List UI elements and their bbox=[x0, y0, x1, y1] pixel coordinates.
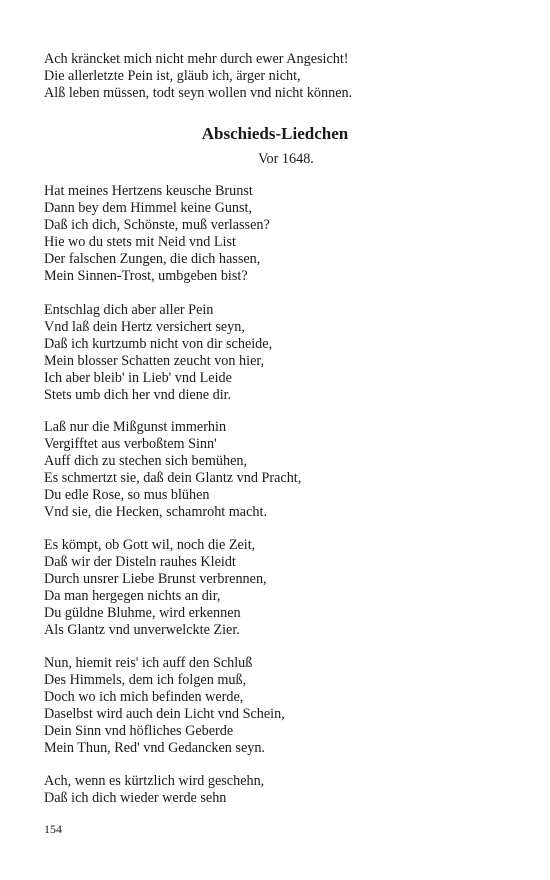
verse-line: Ach kräncket mich nicht mehr durch ewer Angesicht! bbox=[44, 51, 349, 67]
verse-line: Alß leben müssen, todt seyn wollen vnd nicht können. bbox=[44, 84, 353, 101]
verse-line: Vnd laß dein Hertz versichert seyn, bbox=[44, 318, 245, 335]
verse-line: Vergifftet aus verboßtem Sinn' bbox=[44, 435, 217, 452]
stanza-6 bbox=[44, 773, 514, 807]
verse-line: Laß nur die Mißgunst immerhin bbox=[44, 419, 227, 435]
verse-line: Als Glantz vnd unverwelckte Zier. bbox=[44, 621, 240, 638]
verse-line: Dann bey dem Himmel keine Gunst, bbox=[44, 199, 253, 216]
verse-line: Stets umb dich her vnd diene dir. bbox=[44, 386, 232, 403]
stanza-3 bbox=[44, 419, 514, 520]
stanza-4 bbox=[44, 537, 514, 638]
verse-line: Hie wo du stets mit Neid vnd List bbox=[44, 233, 236, 250]
verse-line: Daß ich kurtzumb nicht von dir scheide, bbox=[44, 335, 273, 352]
verse-line: Es schmertzt sie, daß dein Glantz vnd Pracht, bbox=[44, 469, 302, 486]
verse-line: Mein Sinnen-Trost, umbgeben bist? bbox=[44, 267, 248, 284]
page-number: 154 bbox=[44, 822, 62, 836]
poem-title: Abschieds-Liedchen bbox=[201, 124, 349, 143]
verse-line: Da man hergegen nichts an dir, bbox=[44, 587, 221, 604]
verse-line: Mein Thun, Red' vnd Gedancken seyn. bbox=[44, 739, 265, 756]
verse-line: Du edle Rose, so mus blühen bbox=[44, 486, 210, 503]
verse-line: Mein blosser Schatten zeucht von hier, bbox=[44, 352, 265, 369]
poem-date: Vor 1648. bbox=[258, 151, 314, 167]
verse-line: Der falschen Zungen, die dich hassen, bbox=[44, 250, 261, 267]
stanza-5 bbox=[44, 655, 514, 756]
verse-line: Ich aber bleib' in Lieb' vnd Leide bbox=[44, 369, 232, 386]
verse-line: Auff dich zu stechen sich bemühen, bbox=[44, 452, 248, 469]
verse-line: Nun, hiemit reis' ich auff den Schluß bbox=[44, 655, 253, 671]
verse-line: Dein Sinn vnd höfliches Geberde bbox=[44, 722, 234, 739]
stanza-1 bbox=[44, 183, 514, 284]
verse-line: Daß ich dich wieder werde sehn bbox=[44, 789, 227, 806]
verse-line: Daselbst wird auch dein Licht vnd Schein, bbox=[44, 705, 285, 722]
verse-line: Ach, wenn es kürtzlich wird geschehn, bbox=[44, 773, 265, 789]
verse-line: Des Himmels, dem ich folgen muß, bbox=[44, 671, 247, 688]
verse-line: Vnd sie, die Hecken, schamroht macht. bbox=[44, 503, 267, 520]
verse-line: Es kömpt, ob Gott wil, noch die Zeit, bbox=[44, 537, 256, 553]
verse-line: Durch unsrer Liebe Brunst verbrennen, bbox=[44, 570, 267, 587]
verse-line: Daß wir der Disteln rauhes Kleidt bbox=[44, 553, 236, 570]
opening-stanza bbox=[44, 51, 514, 102]
verse-line: Hat meines Hertzens keusche Brunst bbox=[44, 183, 253, 199]
verse-line: Daß ich dich, Schönste, muß verlassen? bbox=[44, 216, 270, 233]
verse-line: Entschlag dich aber aller Pein bbox=[44, 302, 214, 318]
verse-line: Du güldne Bluhme, wird erkennen bbox=[44, 604, 241, 621]
verse-line: Die allerletzte Pein ist, gläub ich, ärger nicht, bbox=[44, 67, 301, 84]
verse-line: Doch wo ich mich befinden werde, bbox=[44, 688, 244, 705]
stanza-2 bbox=[44, 302, 514, 403]
